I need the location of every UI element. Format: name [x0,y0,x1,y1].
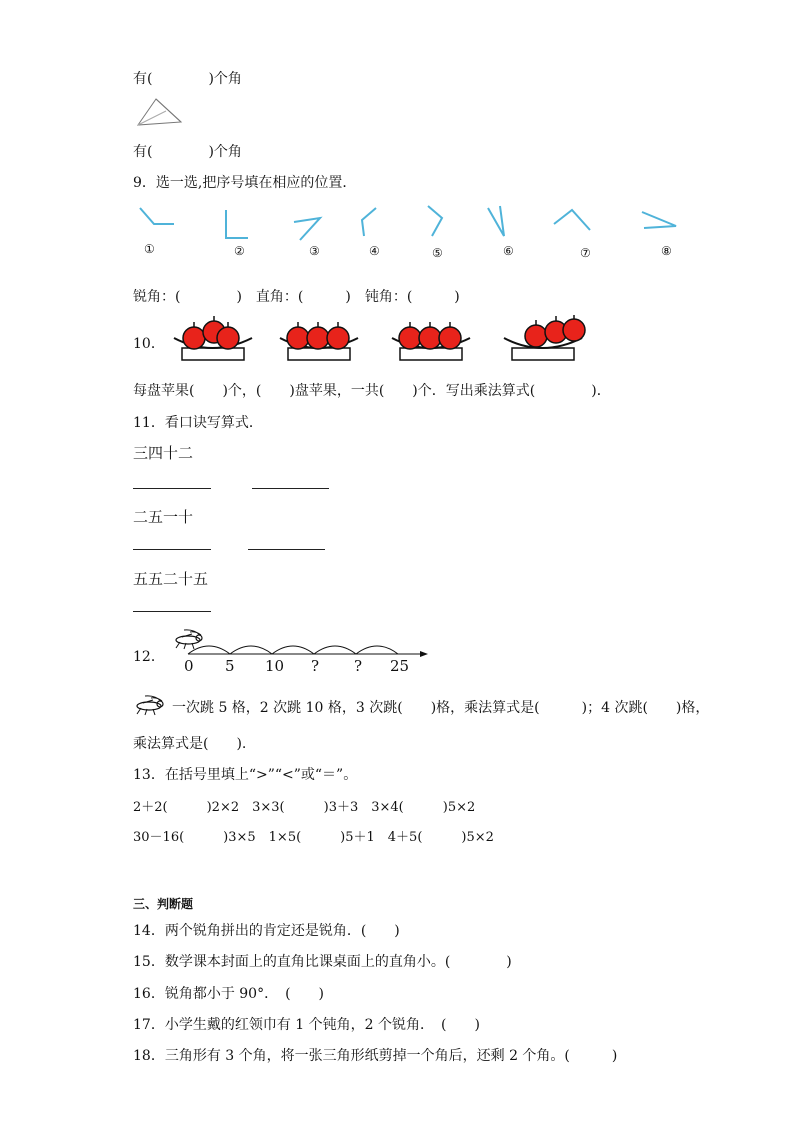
angle-7 [554,210,590,230]
angle-label-5: ⑤ [432,246,443,260]
angle-count-line-1: 有( )个角 [133,71,242,87]
angle-label-3: ③ [309,244,320,258]
angle-2 [226,210,248,238]
plate-4 [504,315,585,360]
angle-4 [362,208,376,236]
angle-label-1: ① [144,242,155,256]
angle-6 [488,206,504,236]
angle-3 [294,218,320,240]
q11-item-2: 二五一十 [133,508,194,526]
q9-angles [130,200,690,270]
answer-blank [133,549,211,550]
angle-1 [140,208,174,224]
answer-blank [252,488,329,489]
q12-text-2: 乘法算式是( ). [133,736,247,752]
grasshopper-icon [132,694,168,716]
tick-5: 5 [225,657,235,675]
angle-label-7: ⑦ [580,246,591,260]
question-18: 18．三角形有 3 个角，将一张三角形纸剪掉一个角后，还剩 2 个角。( ) [133,1048,618,1064]
angle-5 [428,206,442,236]
angle-label-6: ⑥ [503,244,514,258]
answer-blank [133,611,211,612]
angle-label-8: ⑧ [661,244,672,258]
q13-row-1: 2＋2( )2×2 3×3( )3＋3 3×4( )5×2 [133,800,476,815]
answer-blank [133,488,211,489]
question-15: 15．数学课本封面上的直角比课桌面上的直角小。( ) [133,954,512,970]
q11-item-1: 三四十二 [133,444,194,462]
plate-1 [174,316,252,360]
tick-unknown-2: ? [354,657,363,675]
q10-text: 每盘苹果( )个，( )盘苹果，一共( )个．写出乘法算式( )． [133,383,611,399]
q12-number: 12． [133,649,165,665]
q12-text-1: 一次跳 5 格，2 次跳 10 格，3 次跳( )格，乘法算式是( )；4 次跳( )格， [172,700,710,716]
question-17: 17．小学生戴的红领巾有 1 个钝角，2 个锐角． ( ) [133,1017,480,1033]
question-16: 16．锐角都小于 90°． ( ) [133,986,325,1002]
q9-title: 9．选一选,把序号填在相应的位置． [133,175,357,191]
answer-blank [248,549,325,550]
angle-count-line-2: 有( )个角 [133,144,242,160]
q13-row-2: 30－16( )3×5 1×5( )5＋1 4＋5( )5×2 [133,830,494,845]
tick-unknown-1: ? [311,657,320,675]
q13-title: 13．在括号里填上“>”“<”或“＝”。 [133,767,358,783]
plate-2 [280,322,358,360]
apple-plates [170,314,600,364]
q9-answer-line: 锐角：( ) 直角：( ) 钝角：( ) [133,289,460,305]
angle-8 [642,212,676,228]
q11-title: 11．看口诀写算式． [133,415,263,431]
question-14: 14．两个锐角拼出的肯定还是锐角．( ) [133,923,400,939]
angle-label-2: ② [234,244,245,258]
section-heading: 三、判断题 [133,897,194,911]
tick-25: 25 [390,657,410,675]
tick-0: 0 [184,657,194,675]
triangle-figure [136,97,184,129]
q10-number: 10． [133,336,165,352]
q11-item-3: 五五二十五 [133,570,209,588]
angle-label-4: ④ [369,244,380,258]
plate-3 [392,322,470,360]
tick-10: 10 [265,657,285,675]
